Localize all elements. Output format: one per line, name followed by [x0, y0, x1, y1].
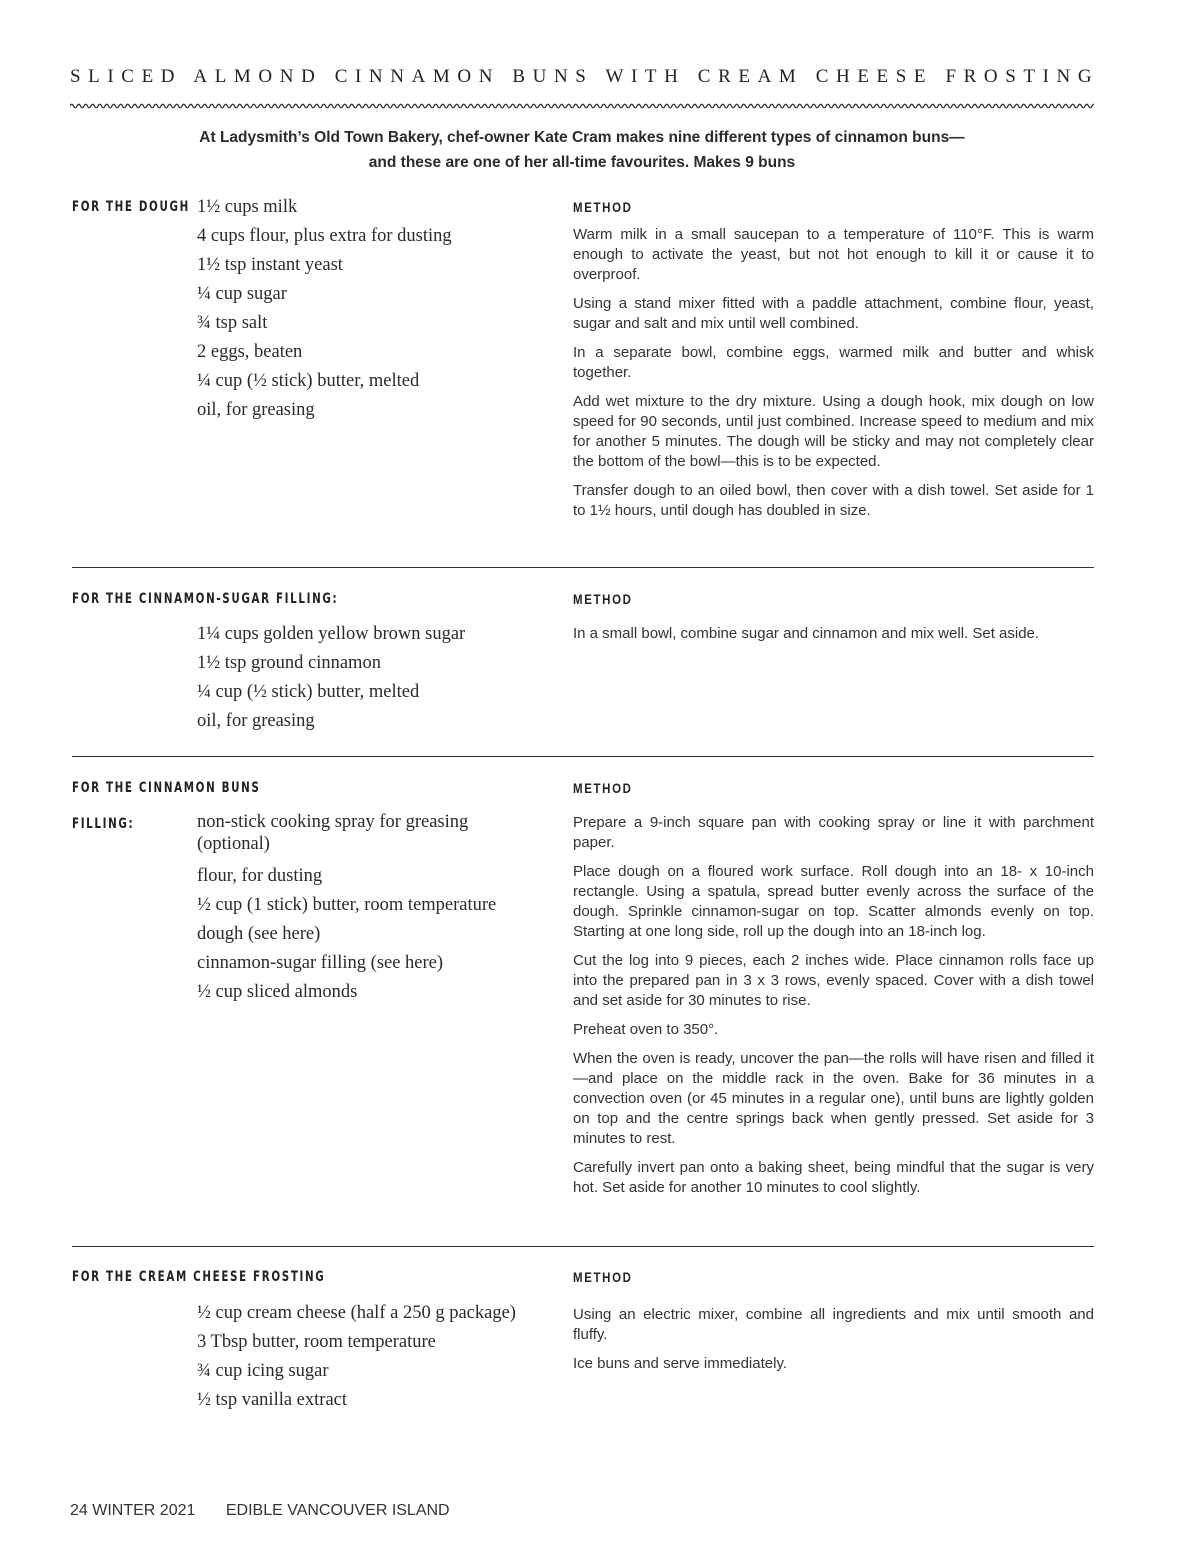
section-divider: [72, 567, 1094, 568]
ingredient-list: [197, 620, 537, 736]
page-title: SLICED ALMOND CINNAMON BUNS WITH CREAM CHEESE FROSTING: [70, 66, 1100, 87]
page-footer: [70, 1502, 476, 1520]
method-step: Using a stand mixer fitted with a paddle attachment, combine flour, yeast, sugar and salt and mix until well combined.: [573, 295, 1094, 332]
ingredient-item: 4 cups flour, plus extra for dusting: [197, 226, 452, 246]
method-step: Prepare a 9-inch square pan with cooking spray or line it with parchment paper.: [573, 814, 1094, 851]
method-step: Add wet mixture to the dry mixture. Using a dough hook, mix dough on low speed for 90 seconds, until just combined. Increase speed to medium and mix for another 5 minutes. The dough will be sticky and may not completely clear the bottom of the bowl—this is to be expected.: [573, 393, 1094, 470]
method-step: Transfer dough to an oiled bowl, then cover with a dish towel. Set aside for 1 to 1½ hours, until dough has doubled in size.: [573, 482, 1094, 519]
ingredient-item: ¼ cup (½ stick) butter, melted: [197, 682, 420, 702]
ingredient-item: ½ tsp vanilla extract: [197, 1390, 348, 1410]
method-label: METHOD: [573, 591, 633, 607]
method-step: Ice buns and serve immediately.: [573, 1355, 787, 1372]
method-step: Cut the log into 9 pieces, each 2 inches wide. Place cinnamon rolls face up into the prepared pan in 3 x 3 rows, evenly spaced. Cover with a dish towel and set aside for 30 minutes to rise.: [573, 952, 1094, 1009]
ingredient-item: non-stick cooking spray for greasing (optional): [197, 812, 469, 854]
section-sublabel: FILLING:: [72, 816, 135, 832]
ingredient-item: flour, for dusting: [197, 866, 323, 886]
ingredient-item: cinnamon-sugar filling (see here): [197, 953, 444, 973]
method-label: METHOD: [573, 780, 633, 796]
section-cinnamon-sugar-filling: [72, 588, 1094, 748]
ingredient-item: 1½ tsp instant yeast: [197, 255, 343, 275]
publication-name: EDIBLE VANCOUVER ISLAND: [225, 1502, 450, 1519]
method-steps: [573, 225, 1094, 530]
ingredient-item: ¾ tsp salt: [197, 313, 268, 333]
method-steps: [573, 1305, 1094, 1383]
method-step: Place dough on a floured work surface. Roll dough into an 18- x 10-inch rectangle. Using a spatula, spread butter evenly across the surface of the dough. Sprinkle cinnamon-sugar on top. Scatter almonds evenly on top. Starting at one long side, roll up the dough into an 18-inch log.: [573, 863, 1094, 940]
ingredient-list: [197, 811, 537, 1007]
ingredient-item: 1½ tsp ground cinnamon: [197, 653, 381, 673]
intro-text: [70, 125, 1094, 175]
method-step: In a separate bowl, combine eggs, warmed milk and butter and whisk together.: [573, 344, 1094, 381]
ingredient-item: ½ cup sliced almonds: [197, 982, 358, 1002]
ingredient-item: 1¼ cups golden yellow brown sugar: [197, 624, 466, 644]
ingredient-item: dough (see here): [197, 924, 321, 944]
section-label: FOR THE CINNAMON-SUGAR FILLING:: [72, 591, 339, 607]
ingredient-item: 1½ cups milk: [197, 197, 298, 217]
section-label: FOR THE CREAM CHEESE FROSTING: [72, 1269, 326, 1285]
ingredient-item: oil, for greasing: [197, 400, 315, 420]
section-divider: [72, 1246, 1094, 1247]
method-step: Using an electric mixer, combine all ingredients and mix until smooth and fluffy.: [573, 1306, 1094, 1343]
section-cream-cheese-frosting: [72, 1266, 1094, 1426]
section-divider: [72, 756, 1094, 757]
intro-line-1: At Ladysmith’s Old Town Bakery, chef-owner Kate Cram makes nine different types of cinnamon buns—: [199, 129, 965, 146]
method-steps: [573, 624, 1094, 653]
ingredient-list: [197, 1299, 537, 1415]
wavy-divider: [70, 101, 1094, 111]
ingredient-item: ¼ cup (½ stick) butter, melted: [197, 371, 420, 391]
method-step: In a small bowl, combine sugar and cinnamon and mix well. Set aside.: [573, 625, 1040, 642]
method-label: METHOD: [573, 1269, 633, 1285]
ingredient-item: ¾ cup icing sugar: [197, 1361, 329, 1381]
section-label: FOR THE DOUGH: [72, 199, 190, 215]
ingredient-item: ½ cup (1 stick) butter, room temperature: [197, 895, 497, 915]
section-dough: [72, 196, 1094, 546]
method-step: Preheat oven to 350°.: [573, 1021, 719, 1038]
intro-line-2: and these are one of her all-time favourites. Makes 9 buns: [368, 154, 796, 171]
method-label: METHOD: [573, 199, 633, 215]
ingredient-item: 2 eggs, beaten: [197, 342, 303, 362]
page-folio: 24 WINTER 2021: [70, 1502, 196, 1519]
method-step: When the oven is ready, uncover the pan—the rolls will have risen and filled it—and place on the middle rack in the oven. Bake for 36 minutes in a convection oven (or 45 minutes in a regular one), until buns are lightly golden on top and the centre springs back when gently pressed. Set aside for 3 minutes to rest.: [573, 1050, 1094, 1147]
ingredient-item: 3 Tbsp butter, room temperature: [197, 1332, 436, 1352]
section-cinnamon-buns: [72, 777, 1094, 1227]
section-label: FOR THE CINNAMON BUNS: [72, 780, 261, 796]
ingredient-list: [197, 193, 537, 425]
ingredient-item: ½ cup cream cheese (half a 250 g package): [197, 1303, 516, 1323]
ingredient-item: oil, for greasing: [197, 711, 315, 731]
method-steps: [573, 813, 1094, 1207]
method-step: Warm milk in a small saucepan to a temperature of 110°F. This is warm enough to activate the yeast, but not hot enough to kill it or cause it to overproof.: [573, 226, 1094, 283]
ingredient-item: ¼ cup sugar: [197, 284, 287, 304]
method-step: Carefully invert pan onto a baking sheet, being mindful that the sugar is very hot. Set aside for another 10 minutes to cool slightly.: [573, 1159, 1094, 1196]
